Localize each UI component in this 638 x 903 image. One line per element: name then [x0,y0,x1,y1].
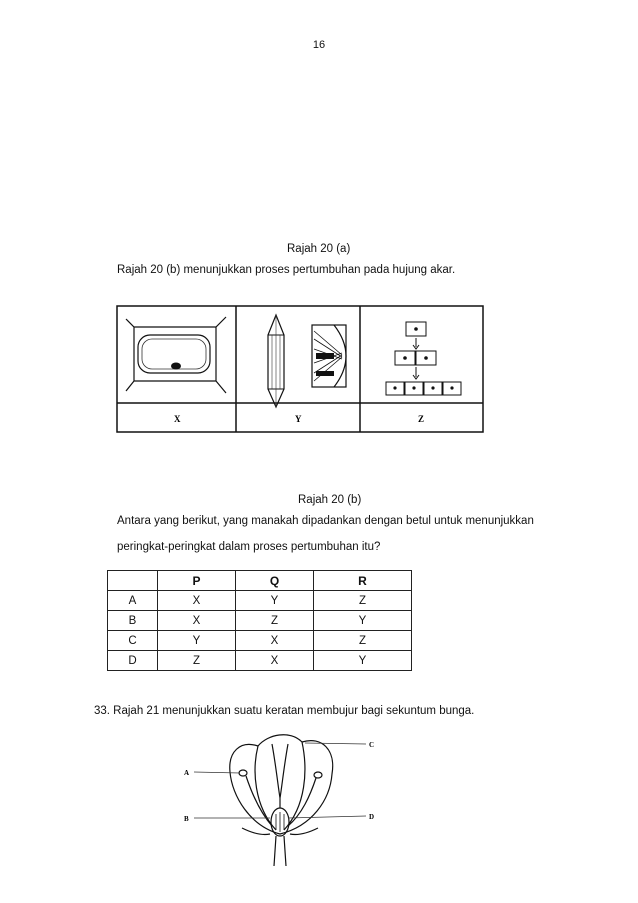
figure-20b-intro: Rajah 20 (b) menunjukkan proses pertumbuhan pada hujung akar. [117,264,456,276]
table-cell: Z [236,611,314,631]
table-row [108,611,412,631]
table-row [108,651,412,671]
figure-20b-caption: Rajah 20 (b) [298,494,362,506]
option-label: B [108,611,158,631]
table-cell: Y [158,631,236,651]
table-cell: X [236,651,314,671]
table-row [108,591,412,611]
question-line-1: Antara yang berikut, yang manakah dipadankan dengan betul untuk menunjukkan [117,515,534,527]
answer-table [107,570,412,671]
table-cell: Z [158,651,236,671]
header-cell: R [314,571,412,591]
panel-x-label: X [174,414,181,424]
table-header-row [108,571,412,591]
option-label: C [108,631,158,651]
option-label: D [108,651,158,671]
panel-z-label: Z [418,414,425,424]
table-cell: Z [314,591,412,611]
table-cell: Z [314,631,412,651]
page-number: 16 [312,39,326,51]
cell-z-drawing [386,322,461,395]
table-row [108,631,412,651]
option-label: A [108,591,158,611]
flower-label-a: A [184,769,190,777]
table-cell: Y [314,651,412,671]
table-cell: Y [236,591,314,611]
header-cell: P [158,571,236,591]
table-cell: X [158,591,236,611]
flower-label-c: C [369,741,375,749]
question-line-2: peringkat-peringkat dalam proses pertumbuhan itu? [117,541,381,553]
flower-label-b: B [184,815,189,823]
table-cell: Y [314,611,412,631]
cell-x-drawing [126,317,226,393]
figure-20a-caption: Rajah 20 (a) [287,243,351,255]
header-cell [108,571,158,591]
cell-y-drawing [268,315,346,407]
table-cell: X [236,631,314,651]
table-cell: X [158,611,236,631]
header-cell: Q [236,571,314,591]
flower-diagram [180,726,380,866]
panel-y-label: Y [295,414,302,424]
figure-20b-diagram [116,305,484,433]
flower-label-d: D [369,813,375,821]
question-33: 33. Rajah 21 menunjukkan suatu keratan membujur bagi sekuntum bunga. [94,705,475,717]
